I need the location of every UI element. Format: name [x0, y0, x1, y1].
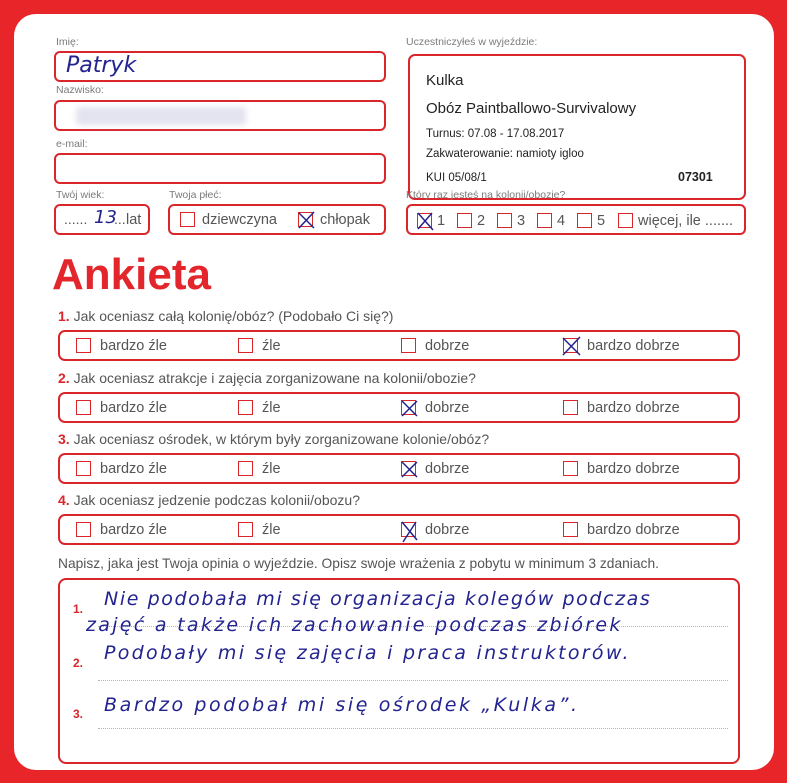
q4-checkbox-bardzo-dobrze[interactable]	[563, 522, 578, 537]
trip-number: 07301	[678, 170, 713, 184]
q4-option-bardzo-dobrze: bardzo dobrze	[587, 522, 680, 538]
opinion-line-4: Bardzo podobał mi się ośrodek „Kulka”.	[104, 694, 580, 716]
q3-checkbox-dobrze[interactable]	[401, 461, 416, 476]
question-3	[58, 431, 489, 447]
imie-label: Imię:	[56, 36, 79, 48]
q3-checkbox-bardzo-dobrze[interactable]	[563, 461, 578, 476]
opinion-line-3: Podobały mi się zajęcia i praca instruktorów.	[104, 642, 631, 664]
checkbox-dziewczyna[interactable]	[180, 212, 195, 227]
trip-info-box	[408, 54, 746, 200]
q1-option-zle: źle	[262, 338, 281, 354]
q2-option-zle: źle	[262, 400, 281, 416]
q1-checkbox-dobrze[interactable]	[401, 338, 416, 353]
q3-option-bardzo-zle: bardzo źle	[100, 461, 167, 477]
checkbox-times-2[interactable]	[457, 213, 472, 228]
question-2-answers	[58, 392, 740, 423]
question-1-text: Jak oceniasz całą kolonię/obóz? (Podobało Ci się?)	[73, 308, 394, 324]
opinion-line-1: Nie podobała mi się organizacja kolegów podczas	[104, 588, 652, 610]
trip-code: KUI 05/08/1	[426, 172, 487, 184]
dotted-line	[98, 680, 728, 681]
q4-option-dobrze: dobrze	[425, 522, 470, 538]
times-option-4: 4	[557, 213, 566, 229]
wiek-value: 13	[94, 207, 117, 228]
trip-name: Kulka	[426, 72, 464, 89]
survey-title: Ankieta	[52, 250, 211, 299]
times-option-more: więcej, ile .......	[638, 213, 734, 229]
trip-zakwaterowanie: Zakwaterowanie: namioty igloo	[426, 148, 584, 160]
question-3-answers	[58, 453, 740, 484]
opinion-number-2: 2.	[73, 656, 84, 670]
opinion-prompt: Napisz, jaka jest Twoja opinia o wyjeździe. Opisz swoje wrażenia z pobytu w minimum 3 zdaniach.	[58, 556, 659, 571]
q4-option-zle: źle	[262, 522, 281, 538]
check-mark-icon	[399, 398, 420, 419]
checkbox-times-4[interactable]	[537, 213, 552, 228]
check-mark-icon	[399, 459, 420, 480]
question-3-number: 3.	[58, 431, 70, 447]
q2-checkbox-zle[interactable]	[238, 400, 253, 415]
q4-checkbox-dobrze[interactable]	[401, 522, 416, 537]
times-field	[406, 204, 746, 235]
question-4	[58, 492, 360, 508]
question-3-text: Jak oceniasz ośrodek, w którym były zorganizowane kolonie/obóz?	[73, 431, 490, 447]
plec-option-dziewczyna: dziewczyna	[202, 212, 277, 228]
trip-label: Uczestniczyłeś w wyjeździe:	[406, 36, 538, 48]
q2-checkbox-bardzo-dobrze[interactable]	[563, 400, 578, 415]
q1-option-bardzo-zle: bardzo źle	[100, 338, 167, 354]
question-1-number: 1.	[58, 308, 70, 324]
plec-label: Twoja płeć:	[169, 189, 222, 201]
wiek-dots-after: ...	[114, 211, 126, 227]
email-label: e-mail:	[56, 138, 88, 150]
question-2	[58, 370, 476, 386]
q2-checkbox-bardzo-zle[interactable]	[76, 400, 91, 415]
q2-option-bardzo-dobrze: bardzo dobrze	[587, 400, 680, 416]
wiek-label: Twój wiek:	[56, 189, 105, 201]
imie-value: Patryk	[66, 53, 137, 78]
survey-sheet	[14, 14, 774, 770]
trip-camp: Obóz Paintballowo-Survivalowy	[426, 100, 637, 117]
question-2-text: Jak oceniasz atrakcje i zajęcia zorganizowane na kolonii/obozie?	[73, 370, 476, 386]
times-option-1: 1	[437, 213, 446, 229]
question-1	[58, 308, 393, 324]
check-mark-icon	[415, 211, 436, 232]
q1-checkbox-bardzo-zle[interactable]	[76, 338, 91, 353]
question-2-number: 2.	[58, 370, 70, 386]
checkbox-times-3[interactable]	[497, 213, 512, 228]
imie-field[interactable]	[54, 51, 386, 82]
q3-option-dobrze: dobrze	[425, 461, 470, 477]
trip-turnus: Turnus: 07.08 - 17.08.2017	[426, 128, 565, 140]
q2-option-bardzo-zle: bardzo źle	[100, 400, 167, 416]
q3-checkbox-zle[interactable]	[238, 461, 253, 476]
opinion-field[interactable]	[58, 578, 740, 764]
checkbox-chlopak[interactable]	[298, 212, 313, 227]
opinion-number-3: 3.	[73, 707, 84, 721]
question-4-text: Jak oceniasz jedzenie podczas kolonii/obozu?	[73, 492, 360, 508]
checkbox-times-1[interactable]	[417, 213, 432, 228]
plec-option-chlopak: chłopak	[320, 212, 370, 228]
email-field[interactable]	[54, 153, 386, 184]
check-mark-icon	[296, 210, 317, 231]
opinion-line-2: zajęć a także ich zachowanie podczas zbiórek	[86, 614, 623, 636]
q4-checkbox-bardzo-zle[interactable]	[76, 522, 91, 537]
q4-option-bardzo-zle: bardzo źle	[100, 522, 167, 538]
check-mark-icon	[399, 520, 420, 544]
times-label: Który raz jesteś na kolonii/obozie?	[406, 189, 566, 201]
q3-checkbox-bardzo-zle[interactable]	[76, 461, 91, 476]
wiek-field[interactable]	[54, 204, 150, 235]
times-option-3: 3	[517, 213, 526, 229]
question-4-number: 4.	[58, 492, 70, 508]
dotted-line	[98, 728, 728, 729]
q3-option-bardzo-dobrze: bardzo dobrze	[587, 461, 680, 477]
q1-checkbox-zle[interactable]	[238, 338, 253, 353]
nazwisko-field[interactable]	[54, 100, 386, 131]
q1-option-bardzo-dobrze: bardzo dobrze	[587, 338, 680, 354]
wiek-dots-before: ......	[64, 211, 88, 227]
plec-field	[168, 204, 386, 235]
redacted-surname	[76, 107, 246, 125]
q2-checkbox-dobrze[interactable]	[401, 400, 416, 415]
times-option-5: 5	[597, 213, 606, 229]
wiek-unit: lat	[126, 212, 142, 228]
q4-checkbox-zle[interactable]	[238, 522, 253, 537]
opinion-number-1: 1.	[73, 602, 84, 616]
check-mark-icon	[561, 336, 582, 357]
q1-option-dobrze: dobrze	[425, 338, 470, 354]
q2-option-dobrze: dobrze	[425, 400, 470, 416]
question-4-answers	[58, 514, 740, 545]
checkbox-times-5[interactable]	[577, 213, 592, 228]
nazwisko-label: Nazwisko:	[56, 84, 104, 96]
checkbox-times-more[interactable]	[618, 213, 633, 228]
q3-option-zle: źle	[262, 461, 281, 477]
times-option-2: 2	[477, 213, 486, 229]
q1-checkbox-bardzo-dobrze[interactable]	[563, 338, 578, 353]
question-1-answers	[58, 330, 740, 361]
